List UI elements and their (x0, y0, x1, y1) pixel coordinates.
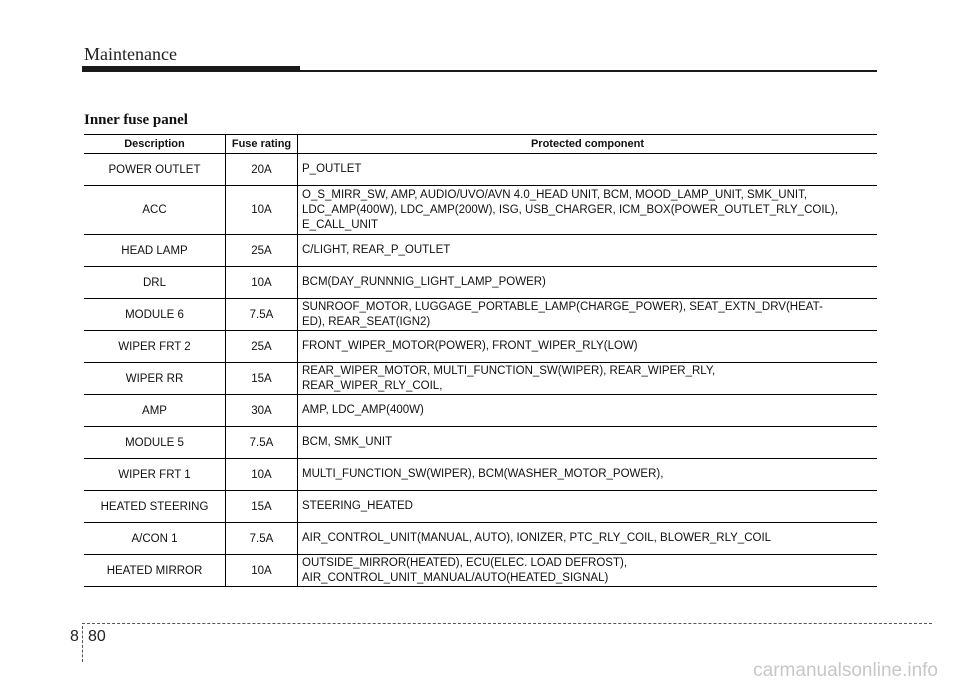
cell-description: HEAD LAMP (84, 235, 226, 267)
fuse-table (84, 134, 877, 587)
cell-description: DRL (84, 267, 226, 299)
page-number: 80 (88, 628, 106, 645)
table-row (84, 267, 877, 299)
section-title: Inner fuse panel (84, 112, 188, 128)
cell-description: ACC (84, 186, 226, 235)
cell-protected-component: FRONT_WIPER_MOTOR(POWER), FRONT_WIPER_RLY(LOW) (298, 331, 878, 363)
table-header-row (84, 135, 877, 154)
cell-fuse-rating: 7.5A (226, 427, 298, 459)
header-rule-thin (300, 70, 877, 72)
cell-protected-component: REAR_WIPER_MOTOR, MULTI_FUNCTION_SW(WIPER), REAR_WIPER_RLY, REAR_WIPER_RLY_COIL, (298, 363, 878, 395)
cell-description: POWER OUTLET (84, 154, 226, 186)
table-row (84, 427, 877, 459)
table-row (84, 299, 877, 331)
column-header-protected-component: Protected component (298, 135, 878, 154)
cell-fuse-rating: 10A (226, 267, 298, 299)
cell-fuse-rating: 10A (226, 186, 298, 235)
cell-fuse-rating: 15A (226, 363, 298, 395)
table-row (84, 491, 877, 523)
watermark: carmanualsonline.info (753, 660, 938, 681)
cell-fuse-rating: 10A (226, 459, 298, 491)
footer-page-divider (82, 626, 83, 662)
cell-description: WIPER RR (84, 363, 226, 395)
cell-protected-component: BCM, SMK_UNIT (298, 427, 878, 459)
cell-protected-component: BCM(DAY_RUNNNIG_LIGHT_LAMP_POWER) (298, 267, 878, 299)
table-row (84, 363, 877, 395)
cell-description: WIPER FRT 1 (84, 459, 226, 491)
chapter-number: 8 (70, 628, 79, 645)
table-row (84, 555, 877, 587)
page-header-title: Maintenance (84, 44, 177, 64)
cell-protected-component: SUNROOF_MOTOR, LUGGAGE_PORTABLE_LAMP(CHARGE_POWER), SEAT_EXTN_DRV(HEAT- ED), REAR_SEAT(IGN2) (298, 299, 878, 331)
cell-description: A/CON 1 (84, 523, 226, 555)
table-row (84, 459, 877, 491)
table-row (84, 395, 877, 427)
cell-description: AMP (84, 395, 226, 427)
cell-description: WIPER FRT 2 (84, 331, 226, 363)
cell-protected-component: O_S_MIRR_SW, AMP, AUDIO/UVO/AVN 4.0_HEAD UNIT, BCM, MOOD_LAMP_UNIT, SMK_UNIT, LDC_AMP(400W), LDC_AMP(200W), ISG, USB_CHARGER, ICM_BOX(POWER_OUTLET_RLY_COIL), E_CALL_UNIT (298, 186, 878, 235)
cell-description: HEATED MIRROR (84, 555, 226, 587)
cell-fuse-rating: 20A (226, 154, 298, 186)
cell-protected-component: AMP, LDC_AMP(400W) (298, 395, 878, 427)
table-row (84, 186, 877, 235)
cell-description: MODULE 6 (84, 299, 226, 331)
cell-protected-component: OUTSIDE_MIRROR(HEATED), ECU(ELEC. LOAD DEFROST), AIR_CONTROL_UNIT_MANUAL/AUTO(HEATED_SIGNAL) (298, 555, 878, 587)
cell-protected-component: C/LIGHT, REAR_P_OUTLET (298, 235, 878, 267)
cell-fuse-rating: 30A (226, 395, 298, 427)
table-row (84, 154, 877, 186)
column-header-fuse-rating: Fuse rating (226, 135, 298, 154)
cell-fuse-rating: 7.5A (226, 523, 298, 555)
cell-fuse-rating: 15A (226, 491, 298, 523)
cell-fuse-rating: 7.5A (226, 299, 298, 331)
cell-protected-component: AIR_CONTROL_UNIT(MANUAL, AUTO), IONIZER, PTC_RLY_COIL, BLOWER_RLY_COIL (298, 523, 878, 555)
cell-fuse-rating: 25A (226, 235, 298, 267)
cell-protected-component: MULTI_FUNCTION_SW(WIPER), BCM(WASHER_MOTOR_POWER), (298, 459, 878, 491)
table-row (84, 235, 877, 267)
footer-dashed-rule (82, 623, 932, 624)
cell-description: HEATED STEERING (84, 491, 226, 523)
column-header-description: Description (84, 135, 226, 154)
header-rule-thick (82, 66, 300, 72)
cell-protected-component: STEERING_HEATED (298, 491, 878, 523)
table-row (84, 331, 877, 363)
cell-description: MODULE 5 (84, 427, 226, 459)
cell-fuse-rating: 10A (226, 555, 298, 587)
table-row (84, 523, 877, 555)
cell-fuse-rating: 25A (226, 331, 298, 363)
cell-protected-component: P_OUTLET (298, 154, 878, 186)
